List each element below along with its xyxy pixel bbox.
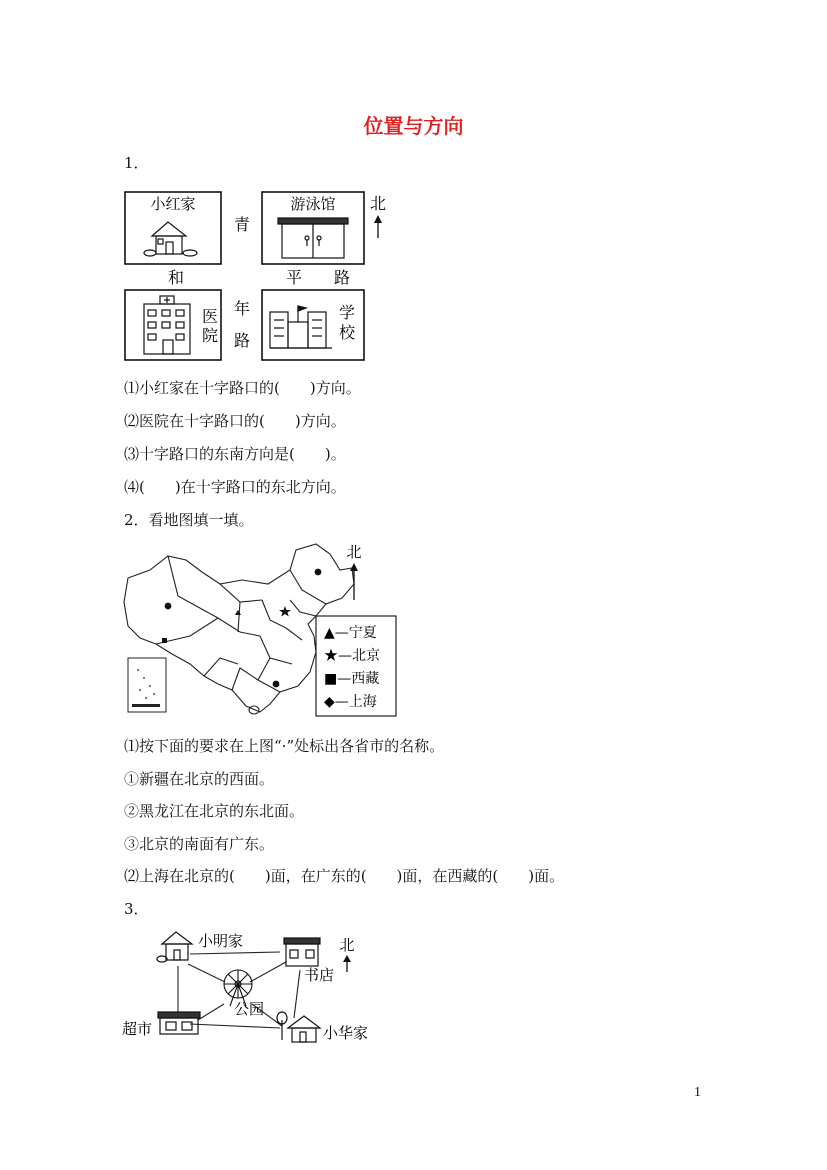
map-dot-xinjiang xyxy=(165,603,172,610)
school-building-icon xyxy=(270,306,332,348)
road-char-nian: 年 xyxy=(233,299,251,318)
road-char-ping: 平 xyxy=(285,268,303,287)
legend-beijing: ★—北京 xyxy=(324,648,380,664)
q1-item-1: ⑴小红家在十字路口的( )方向。 xyxy=(124,379,361,397)
legend-shanghai: ◆—上海 xyxy=(324,694,377,710)
map-mark-beijing xyxy=(279,606,291,617)
road-char-lu-h: 路 xyxy=(333,268,351,287)
q1-item-4: ⑷( )在十字路口的东北方向。 xyxy=(124,478,346,496)
north-label: 北 xyxy=(369,194,387,213)
hospital-building-icon xyxy=(144,296,190,354)
q2-heading: 2．看地图填一填。 xyxy=(124,511,254,529)
map-north-label: 北 xyxy=(346,543,362,561)
xiaohong-home-label: 小红家 xyxy=(150,195,196,213)
park-label: 公园 xyxy=(234,1000,265,1018)
pool-building-icon xyxy=(278,218,348,258)
page-title: 位置与方向 xyxy=(363,114,464,138)
bookstore-icon xyxy=(284,938,320,966)
xiaoming-home-label: 小明家 xyxy=(198,932,244,950)
q1-item-2: ⑵医院在十字路口的( )方向。 xyxy=(124,412,346,430)
map-north-arrow-icon xyxy=(350,563,358,571)
q1-crossroad-figure xyxy=(120,186,400,366)
school-char-1: 学 xyxy=(338,303,356,322)
china-map-figure xyxy=(120,540,402,722)
q2-item-1: ⑴按下面的要求在上图“·”处标出各省市的名称。 xyxy=(124,737,445,755)
bookstore-label: 书店 xyxy=(304,966,335,984)
road-char-qing: 青 xyxy=(233,215,251,234)
south-sea-inset xyxy=(128,658,166,712)
legend-xizang: ■—西藏 xyxy=(324,671,380,687)
house-icon xyxy=(144,222,197,256)
page-number: 1 xyxy=(694,1085,701,1100)
map-dot-heilongjiang xyxy=(315,569,322,576)
road-char-he: 和 xyxy=(167,268,185,287)
q2-item-4: ③北京的南面有广东。 xyxy=(124,835,275,853)
map-mark-xizang xyxy=(162,638,167,643)
q3-north-arrow-icon xyxy=(343,955,351,962)
xiaohua-home-label: 小华家 xyxy=(323,1024,369,1042)
legend-ningxia: ▲—宁夏 xyxy=(324,625,377,641)
supermarket-label: 超市 xyxy=(122,1020,153,1038)
q2-item-3: ②黑龙江在北京的东北面。 xyxy=(124,802,305,820)
map-dot-guangdong xyxy=(273,681,280,688)
hospital-char-1: 医 xyxy=(201,307,219,326)
q1-item-3: ⑶十字路口的东南方向是( )。 xyxy=(124,445,346,463)
supermarket-icon xyxy=(158,1012,200,1034)
map-mark-ningxia xyxy=(235,610,241,615)
q2-item-5: ⑵上海在北京的( )面，在广东的( )面，在西藏的( )面。 xyxy=(124,867,565,885)
q3-number: 3． xyxy=(124,900,149,918)
school-char-2: 校 xyxy=(338,323,356,342)
xiaohua-house-icon xyxy=(277,1012,320,1042)
q3-route-figure xyxy=(120,924,380,1050)
road-char-lu-v: 路 xyxy=(233,331,251,350)
xiaoming-house-icon xyxy=(157,932,192,962)
q2-item-2: ①新疆在北京的西面。 xyxy=(124,770,275,788)
hospital-char-2: 院 xyxy=(201,326,219,345)
q1-number: 1． xyxy=(124,154,149,172)
north-arrow-icon xyxy=(374,215,382,223)
pool-label: 游泳馆 xyxy=(290,195,336,213)
q3-north-label: 北 xyxy=(339,936,355,954)
